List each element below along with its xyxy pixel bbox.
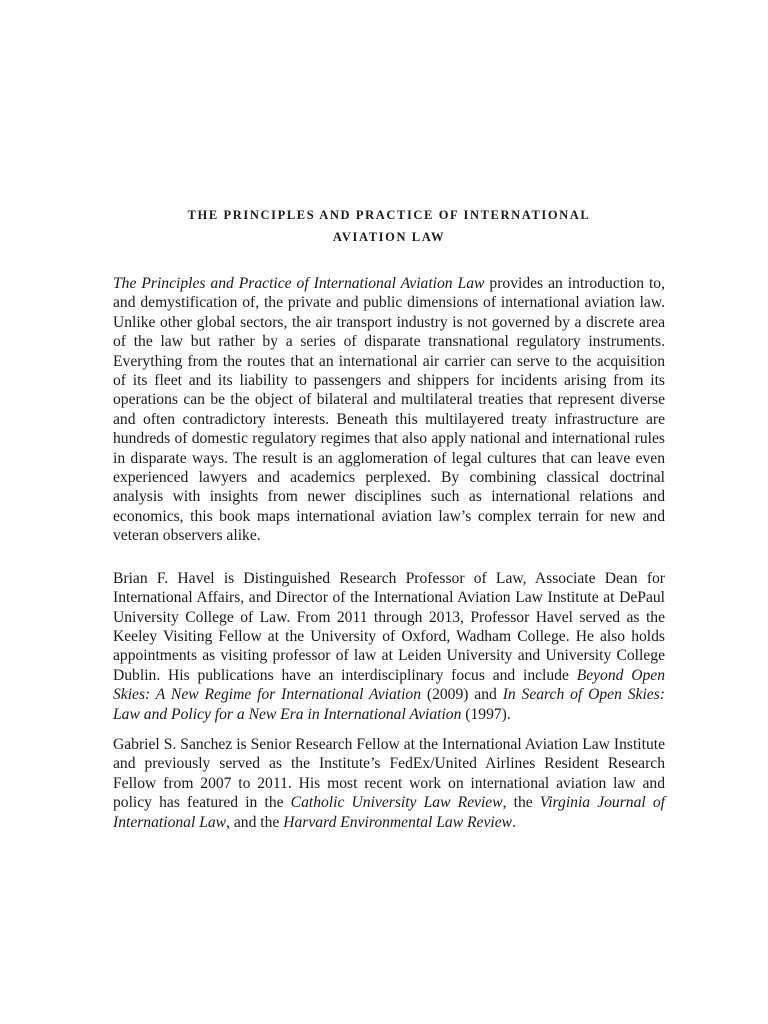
sanchez-bio-text-c: , and the	[226, 813, 284, 831]
havel-book-2: In Search of Open Skies: Law and Policy for a New Era in International Aviation	[113, 686, 665, 723]
title-line-1: THE PRINCIPLES AND PRACTICE OF INTERNATIONAL	[187, 208, 591, 222]
page-title	[113, 204, 665, 248]
sanchez-bio-text-b: , the	[502, 794, 540, 812]
book-description	[113, 274, 665, 546]
author-bio-havel	[113, 569, 665, 724]
title-line-2: AVIATION LAW	[332, 230, 446, 244]
sanchez-journal-2: Virginia Journal of International Law	[113, 794, 665, 831]
description-text: provides an introduction to, and demystification of, the private and public dimensions of international aviation law. Unlike other global sectors, the air transport industry is not governed by a discrete area of the law but rather by a series of disparate transnational regulatory instruments. Everything from the routes that an international air carrier can serve to the acquisition of its fleet and its liability to passengers and shippers for incidents arising from its operations can be the object of bilateral and multilateral treaties that represent diverse and often contradictory interests. Beneath this multilayered treaty infrastructure are hundreds of domestic regulatory regimes that also apply national and international rules in disparate ways. The result is an agglomeration of legal cultures that can leave even experienced lawyers and academics perplexed. By combining classical doctrinal analysis with insights from newer disciplines such as international relations and economics, this book maps international aviation law’s complex terrain for new and veteran observers alike.	[113, 275, 665, 545]
havel-bio-text-a: Brian F. Havel is Distinguished Research Professor of Law, Associate Dean for International Affairs, and Director of the International Aviation Law Institute at DePaul University College of Law. From 2011 through 2013, Professor Havel served as the Keeley Visiting Fellow at the University of Oxford, Wadham College. He also holds appointments as visiting professor of law at Leiden University and University College Dublin. His publications have an interdisciplinary focus and include	[113, 569, 665, 684]
book-title-italic: The Principles and Practice of International Aviation Law	[113, 275, 485, 292]
sanchez-journal-1: Catholic University Law Review	[290, 794, 503, 812]
sanchez-bio-text-d: .	[512, 813, 516, 831]
havel-book-1: Beyond Open Skies: A New Regime for International Aviation	[113, 666, 666, 704]
sanchez-journal-3: Harvard Environmental Law Review	[283, 813, 513, 831]
havel-bio-text-c: (1997).	[461, 705, 511, 723]
sanchez-bio-text-a: Gabriel S. Sanchez is Senior Research Fellow at the International Aviation Law Institute and previously served as the Institute’s FedEx/United Airlines Resident Research Fellow from 2007 to 2011. His most recent work on international aviation law and policy has featured in the	[113, 735, 665, 812]
book-page	[113, 204, 665, 832]
author-bio-sanchez	[113, 735, 665, 832]
havel-bio-text-b: (2009) and	[421, 686, 503, 704]
